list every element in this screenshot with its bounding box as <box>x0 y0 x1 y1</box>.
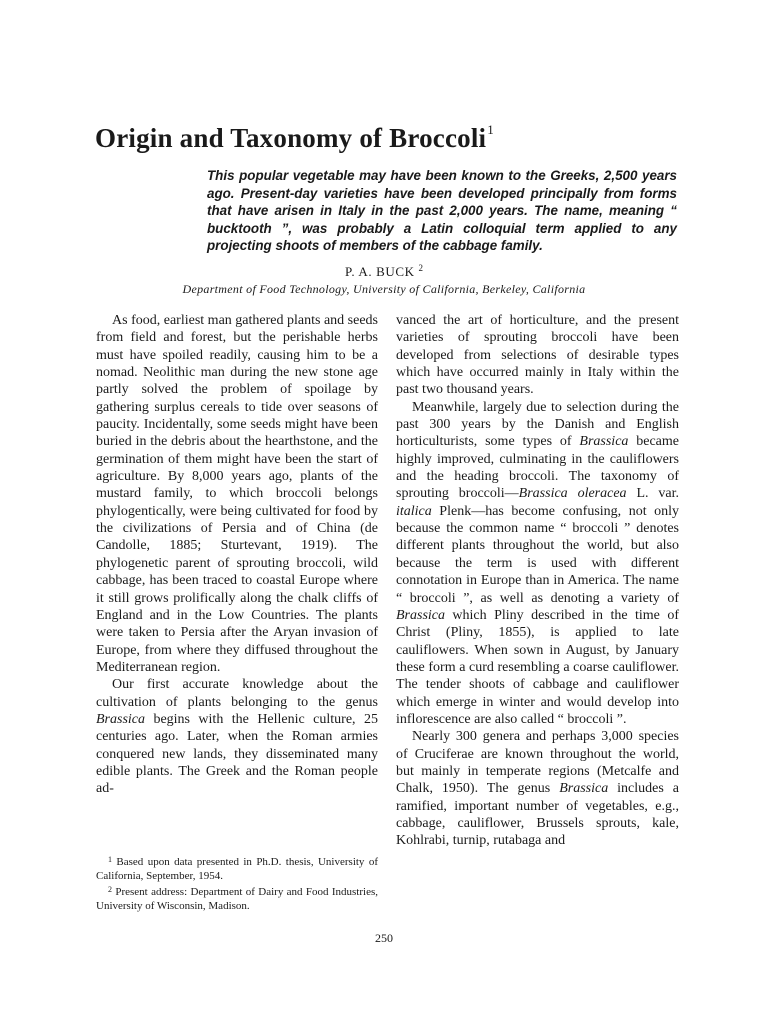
text-run: L. var. <box>626 486 680 502</box>
left-paragraph-1: As food, earliest man gathered plants and seeds from field and forest, but the perishable herbs must have spoiled readily, causing him to be a nomad. Neolithic man during the new stone age partly solved the problem of spoilage by gathering surplus cereals to tide over seasons of paucity. Incidentally, some seeds might have been buried in the debris about the hearthstone, and the germination of them might have been the start of agriculture. By 8,000 years ago, plants of the mustard family, to which broccoli belongs phylogentically, were being cultivated for food by the civilizations of Persia and of China (de Candolle, 1885; Sturtevant, 1919). The phylogenetic parent of sprouting broccoli, wild cabbage, has been traced to coastal Europe where it still grows prolifically along the chalk cliffs of England and in the Low Countries. The plants were taken to Persia after the Aryan invasion of Europe, from where they diffused throughout the Mediterranean region. <box>96 313 378 675</box>
author-name <box>0 263 768 280</box>
left-paragraph-2 <box>96 676 378 797</box>
article-abstract: This popular vegetable may have been known to the Greeks, 2,500 years ago. Present-day varieties have been developed principally from forms that have arisen in Italy in the past 2,000 years. The name, meaning “ bucktooth ”, was probably a Latin colloquial term applied to any projecting shoots of members of the cabbage family. <box>207 168 677 253</box>
text-run: became highly improved, culminating in the cauliflowers and the heading broccoli. The taxonomy of sprouting broccoli— <box>396 434 679 502</box>
author-name-text: P. A. BUCK <box>345 264 415 279</box>
title-footnote-mark: 1 <box>487 122 494 137</box>
species-name: Brassica oleracea <box>518 486 627 502</box>
text-run: Nearly 300 genera and perhaps 3,000 species of Cruciferae are known throughout the world, but mainly in temperate regions (Metcalfe and Chalk, 1950). The genus <box>396 729 679 797</box>
footnote-2-text: Present address: Department of Dairy and Food Industries, University of Wisconsin, Madison. <box>96 886 378 912</box>
author-affiliation: Department of Food Technology, University of California, Berkeley, California <box>182 282 586 296</box>
text-run: Meanwhile, largely due to selection during the past 300 years by the Danish and English horticulturists, some types of <box>396 399 679 450</box>
text-run: includes a ramified, important number of vegetables, e.g., cabbage, cauliflower, Brussels sprouts, kale, Kohlrabi, turnip, rutabaga and <box>396 781 680 849</box>
footnote-1-mark: 1 <box>108 855 112 864</box>
footnote-1 <box>96 853 378 883</box>
right-column <box>396 312 679 850</box>
genus-name: Brassica <box>559 781 609 797</box>
text-run: which Pliny described in the time of Christ (Pliny, 1855), is applied to late cauliflowers. When sown in August, by January these form a curd resembling a coarse cauliflower. The tender shoots of cabbage and cauliflower which emerge in winter and would develop into inflorescence are also called “ broccoli ”. <box>396 607 679 727</box>
footnote-2-mark: 2 <box>108 885 112 895</box>
footnotes <box>96 853 378 913</box>
right-paragraph-2 <box>396 399 679 729</box>
genus-name: Brassica <box>579 434 629 450</box>
right-paragraph-1: vanced the art of horticulture, and the present varieties of sprouting broccoli have been developed from selections of desirable types which have occurred mainly in Italy within the past two thousand years. <box>396 313 679 398</box>
page-number: 250 <box>375 931 393 945</box>
left-column <box>96 312 378 798</box>
right-paragraph-3 <box>396 728 679 849</box>
article-title <box>95 122 695 154</box>
genus-name: Brassica <box>396 607 445 623</box>
text-run: Plenk—has become confusing, not only because the common name “ broccoli ” denotes different plants throughout the world, but also because the term is used with different connotation in Europe than in America. The name “ broccoli ”, as well as denoting a variety of <box>396 503 679 606</box>
text-run: begins with the Hellenic culture, 25 centuries ago. Later, when the Roman armies conquered new lands, they disseminated many edible plants. The Greek and the Roman people ad- <box>96 711 378 797</box>
footnote-2 <box>96 883 378 913</box>
footnote-1-text: Based upon data presented in Ph.D. thesis, University of California, September, 1954. <box>96 856 378 882</box>
genus-name: Brassica <box>96 711 145 727</box>
article-title-text: Origin and Taxonomy of Broccoli <box>95 123 487 153</box>
variety-name: italica <box>396 503 432 519</box>
text-run: Our first accurate knowledge about the cultivation of plants belonging to the genus <box>96 677 378 710</box>
author-footnote-mark: 2 <box>418 263 423 273</box>
